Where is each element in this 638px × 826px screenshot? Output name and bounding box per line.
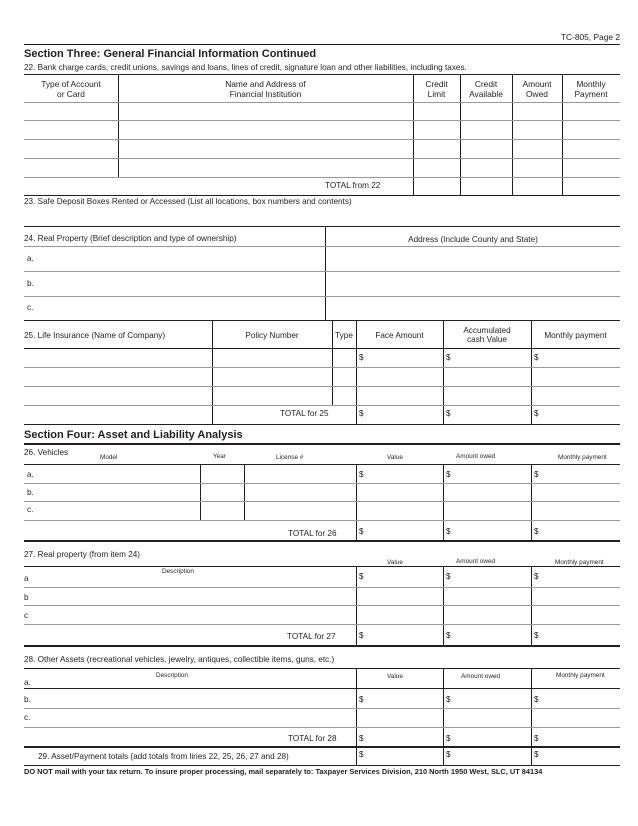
q22-col-type: Type of Account or Card <box>41 79 101 99</box>
q29-label: 29. Asset/Payment totals (add totals from lines 22, 25, 26, 27 and 28) <box>38 752 289 761</box>
q26-vline <box>244 464 245 521</box>
dollar-sign: $ <box>446 734 451 743</box>
q25-label: 25. Life Insurance (Name of Company) <box>24 331 166 340</box>
q22-row-line <box>24 102 620 103</box>
q29-vline <box>531 746 532 765</box>
dollar-sign: $ <box>534 631 539 640</box>
q26-monthly: Monthly payment <box>558 454 607 461</box>
q28-monthly: Monthly payment <box>556 672 605 679</box>
q28-owed: Amount owed <box>461 673 501 680</box>
q23-bottom <box>24 226 620 227</box>
q27-row-c: c <box>24 611 29 620</box>
q27-owed: Amount owed <box>456 558 496 565</box>
q26-row-b: b. <box>27 488 34 497</box>
q22-row-line <box>24 139 620 140</box>
dollar-sign: $ <box>534 527 539 536</box>
q25-vline <box>443 320 444 424</box>
q25-bottom <box>24 424 620 425</box>
dollar-sign: $ <box>359 750 364 759</box>
section-four-rule <box>24 443 620 445</box>
q27-monthly: Monthly payment <box>555 559 604 566</box>
q25-policy: Policy Number <box>245 331 299 340</box>
dollar-sign: $ <box>534 695 539 704</box>
dollar-sign: $ <box>359 470 364 479</box>
dollar-sign: $ <box>534 409 539 418</box>
q28-description: Description <box>156 672 188 679</box>
dollar-sign: $ <box>446 750 451 759</box>
q27-row-a: a <box>24 574 29 583</box>
q26-row-a: a. <box>27 470 34 479</box>
q27-row-line <box>24 587 620 588</box>
q26-row-line <box>24 483 620 484</box>
q28-row-a: a. <box>24 678 31 687</box>
q25-face: Face Amount <box>375 331 424 340</box>
dollar-sign: $ <box>446 409 451 418</box>
q28-row-line <box>24 688 620 689</box>
q26-year: Year <box>213 453 226 460</box>
top-rule <box>24 44 620 45</box>
q29-vline <box>356 746 357 765</box>
q22-row-line <box>24 177 620 178</box>
q25-row-line <box>24 405 620 406</box>
q26-model: Model <box>100 454 118 461</box>
q29-vline <box>443 746 444 765</box>
q26-vline <box>356 464 357 541</box>
q27-vline <box>531 566 532 646</box>
dollar-sign: $ <box>534 750 539 759</box>
dollar-sign: $ <box>534 353 539 362</box>
q27-row-b: b <box>24 593 29 602</box>
q24-row-c: c. <box>27 303 34 312</box>
q28-row-line <box>24 708 620 709</box>
dollar-sign: $ <box>359 572 364 581</box>
mailing-instructions: DO NOT mail with your tax return. To insure proper processing, mail separately to: Taxpayer Services Division, 210 North 1950 West, SLC, UT 84134 <box>24 767 543 776</box>
dollar-sign: $ <box>359 734 364 743</box>
q27-value: Value <box>387 559 403 566</box>
q24-label: 24. Real Property (Brief description and type of ownership) <box>24 234 237 243</box>
q24-row-a: a. <box>27 254 34 263</box>
section-three-title: Section Three: General Financial Information Continued <box>24 48 317 60</box>
q28-row-line <box>24 727 620 728</box>
q24-address-header: Address (Include County and State) <box>408 235 538 244</box>
q26-total: TOTAL for 26 <box>288 529 337 538</box>
dollar-sign: $ <box>534 734 539 743</box>
q27-vline <box>356 566 357 646</box>
q27-bottom <box>24 645 620 647</box>
q28-label: 28. Other Assets (recreational vehicles, jewelry, antiques, collectible items, guns, etc.) <box>24 655 335 664</box>
q27-total: TOTAL for 27 <box>287 632 336 641</box>
section-four-title: Section Four: Asset and Liability Analysis <box>24 429 243 441</box>
q25-total: TOTAL for 25 <box>280 409 329 418</box>
dollar-sign: $ <box>359 695 364 704</box>
q24-row-line <box>24 296 620 297</box>
q22-row-line <box>24 158 620 159</box>
q25-vline <box>212 320 213 424</box>
q28-total: TOTAL for 28 <box>288 734 337 743</box>
q26-value: Value <box>387 454 403 461</box>
q22-col-available: Credit Available <box>469 79 503 99</box>
q23-label: 23. Safe Deposit Boxes Rented or Accessed (List all locations, box numbers and contents) <box>24 197 352 206</box>
q25-vline <box>332 320 333 405</box>
q26-owed: Amount owed <box>456 453 496 460</box>
q24-row-line <box>24 246 620 247</box>
q22-col-name: Name and Address of Financial Institution <box>225 79 306 99</box>
q27-row-line <box>24 624 620 625</box>
q25-row-line <box>24 386 620 387</box>
q28-row-c: c. <box>24 713 31 722</box>
dollar-sign: $ <box>359 353 364 362</box>
q25-vline <box>531 320 532 424</box>
q28-value: Value <box>387 673 403 680</box>
q26-vline <box>443 464 444 541</box>
q27-row-line <box>24 605 620 606</box>
dollar-sign: $ <box>446 631 451 640</box>
q26-vline <box>531 464 532 541</box>
dollar-sign: $ <box>446 353 451 362</box>
q26-row-line <box>24 501 620 502</box>
dollar-sign: $ <box>534 470 539 479</box>
q22-row-line <box>24 120 620 121</box>
q27-label: 27. Real property (from item 24) <box>24 550 141 559</box>
q25-row-line <box>24 367 620 368</box>
q22-vline-1 <box>118 74 119 177</box>
q22-col-limit: Credit Limit <box>425 79 448 99</box>
page-id: TC-805, Page 2 <box>560 32 620 42</box>
q26-bottom <box>24 540 620 542</box>
q24-row-b: b. <box>27 279 34 288</box>
q22-bottom <box>24 195 620 196</box>
q26-row-line <box>24 520 620 521</box>
q29-bottom <box>24 765 620 766</box>
q25-vline <box>356 320 357 424</box>
q22-col-monthly: Monthly Payment <box>574 79 608 99</box>
q26-label: 26. Vehicles <box>24 448 69 457</box>
q22-header-top <box>24 74 620 75</box>
dollar-sign: $ <box>534 572 539 581</box>
q25-type: Type <box>335 331 353 340</box>
q22-label: 22. Bank charge cards, credit unions, savings and loans, lines of credit, signature loan and other liabilities, including taxes. <box>24 63 467 72</box>
dollar-sign: $ <box>446 527 451 536</box>
q24-vline <box>325 226 326 320</box>
q22-total: TOTAL from 22 <box>325 181 381 190</box>
q25-monthly: Monthly payment <box>544 331 607 340</box>
q24-row-line <box>24 271 620 272</box>
dollar-sign: $ <box>359 631 364 640</box>
q27-description: Description <box>162 568 194 575</box>
dollar-sign: $ <box>359 527 364 536</box>
q25-cash: Accumulated cash Value <box>463 326 511 345</box>
dollar-sign: $ <box>446 470 451 479</box>
q28-row-b: b. <box>24 695 31 704</box>
q22-col-owed: Amount Owed <box>522 79 552 99</box>
q26-row-c: c. <box>27 505 34 514</box>
dollar-sign: $ <box>446 695 451 704</box>
dollar-sign: $ <box>359 409 364 418</box>
q27-vline <box>443 566 444 646</box>
q26-vline <box>200 464 201 521</box>
dollar-sign: $ <box>446 572 451 581</box>
q26-license: License # <box>276 454 304 461</box>
